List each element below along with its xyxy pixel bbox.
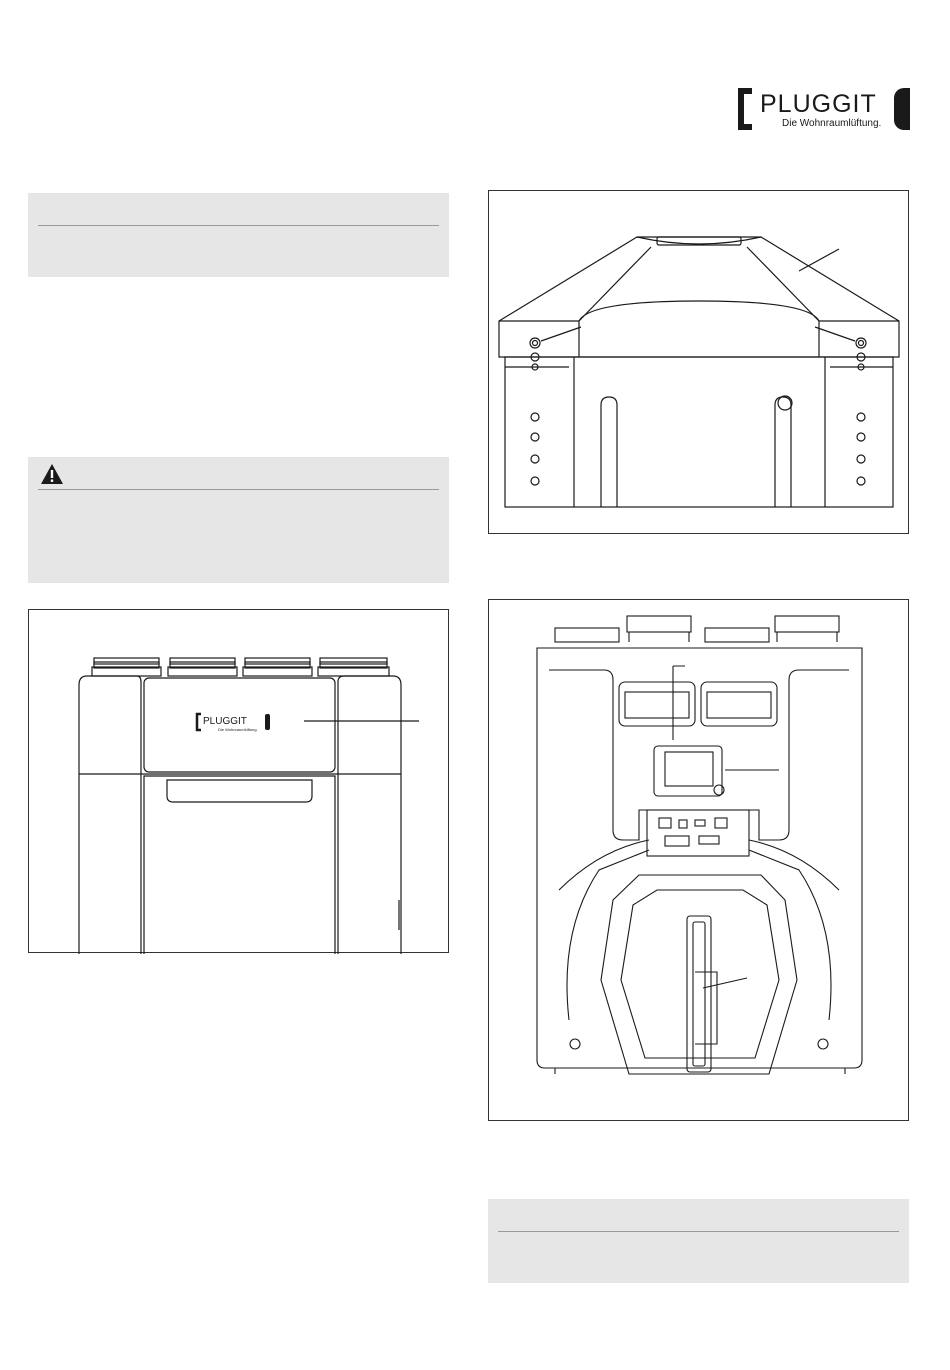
warning-box [28, 457, 449, 583]
figure-top-cover [488, 190, 909, 534]
logo-left-bracket [738, 88, 752, 130]
badge-tagline: Die Wohnraumlüftung [218, 727, 257, 732]
open-unit-drawing [489, 600, 910, 1122]
note-divider [498, 1231, 899, 1232]
note-box-top-left [28, 193, 449, 277]
badge-wordmark: PLUGGIT [203, 716, 247, 727]
warning-divider [38, 489, 439, 490]
warning-triangle-icon [40, 463, 64, 485]
top-cover-drawing [489, 191, 910, 535]
note-box-bottom-right [488, 1199, 909, 1283]
note-divider [38, 225, 439, 226]
logo-tagline: Die Wohnraumlüftung. [782, 118, 882, 129]
logo-wordmark: PLUGGIT [760, 90, 877, 118]
front-view-drawing [29, 610, 450, 954]
front-badge [197, 714, 270, 732]
pluggit-logo [738, 88, 910, 134]
figure-front-view [28, 609, 449, 953]
figure-open-unit [488, 599, 909, 1121]
logo-right-bracket [894, 88, 910, 130]
